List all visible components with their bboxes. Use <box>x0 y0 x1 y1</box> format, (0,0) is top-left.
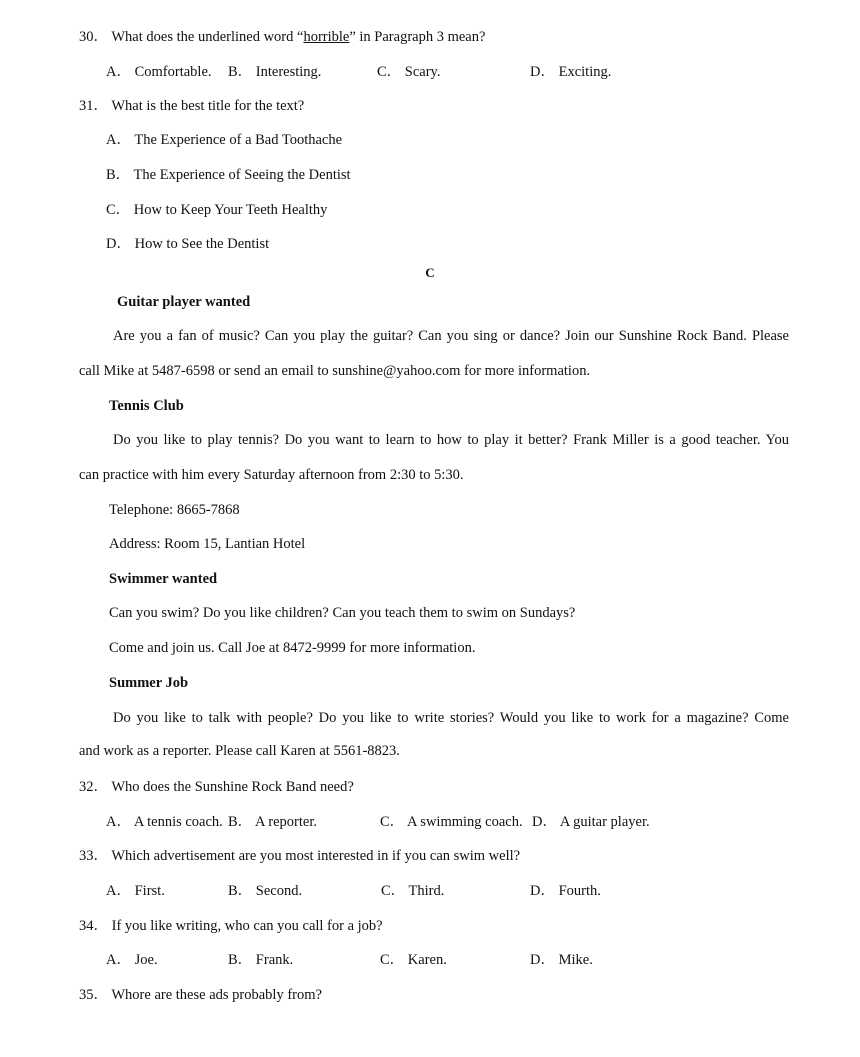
question-number: 30． <box>79 29 108 45</box>
option-b[interactable]: B． Frank. <box>228 952 294 968</box>
question-text: Who does the Sunshine Rock Band need? <box>111 779 354 795</box>
section-label: C <box>425 265 435 280</box>
ad-title-summer: Summer Job <box>109 675 189 691</box>
ad-text-swimmer-2: Come and join us. Call Joe at 8472-9999 for more information. <box>109 640 476 656</box>
option-c[interactable]: C． Karen. <box>380 952 447 968</box>
option-b[interactable]: B． Second. <box>228 883 303 899</box>
option-a[interactable]: A． The Experience of a Bad Toothache <box>106 132 343 148</box>
question-text: What does the underlined word “horrible” in Paragraph 3 mean? <box>111 29 486 45</box>
ad-text-swimmer-1: Can you swim? Do you like children? Can you teach them to swim on Sundays? <box>109 605 576 621</box>
option-b[interactable]: B． Interesting. <box>228 64 322 80</box>
option-d[interactable]: D． How to See the Dentist <box>106 236 270 252</box>
ad-title-swimmer: Swimmer wanted <box>109 571 218 587</box>
option-a[interactable]: A． Joe. <box>106 952 158 968</box>
ad-address-tennis: Address: Room 15, Lantian Hotel <box>109 536 306 552</box>
question-number: 33． <box>79 848 108 864</box>
underlined-word: horrible <box>303 29 350 45</box>
option-c[interactable]: C． Third. <box>381 883 445 899</box>
ad-text-tennis-2: can practice with him every Saturday afternoon from 2:30 to 5:30. <box>79 467 464 483</box>
ad-text-tennis-1: Do you like to play tennis? Do you want to learn to how to play it better? Frank Miller is a good teacher. You <box>113 432 789 448</box>
option-d[interactable]: D． Fourth. <box>530 883 601 899</box>
ad-text-summer-2: and work as a reporter. Please call Karen at 5561-8823. <box>79 743 400 759</box>
option-d[interactable]: D． A guitar player. <box>532 814 650 830</box>
option-b[interactable]: B． The Experience of Seeing the Dentist <box>106 167 351 183</box>
option-a[interactable]: A． Comfortable. <box>106 64 212 80</box>
ad-text-summer-1: Do you like to talk with people? Do you like to write stories? Would you like to work for a magazine? Come <box>113 710 789 726</box>
question-32 <box>79 778 354 796</box>
question-number: 34． <box>79 918 108 934</box>
option-d[interactable]: D． Exciting. <box>530 64 612 80</box>
option-b[interactable]: B． A reporter. <box>228 814 318 830</box>
question-31 <box>79 97 304 115</box>
ad-title-tennis: Tennis Club <box>109 398 184 414</box>
ad-text-guitar-1: Are you a fan of music? Can you play the guitar? Can you sing or dance? Join our Sunshine Rock Band. Please <box>113 328 789 344</box>
ad-text-guitar-2: call Mike at 5487-6598 or send an email to sunshine@yahoo.com for more information. <box>79 363 591 379</box>
option-d[interactable]: D． Mike. <box>530 952 593 968</box>
option-a[interactable]: A． First. <box>106 883 165 899</box>
question-text: Which advertisement are you most interested in if you can swim well? <box>111 848 521 864</box>
question-34 <box>79 917 383 935</box>
option-c[interactable]: C． How to Keep Your Teeth Healthy <box>106 202 328 218</box>
question-number: 32． <box>79 779 108 795</box>
question-35 <box>79 986 322 1004</box>
option-a[interactable]: A． A tennis coach. <box>106 814 223 830</box>
ad-title-guitar: Guitar player wanted <box>117 294 251 310</box>
question-text: Whore are these ads probably from? <box>111 987 322 1003</box>
option-c[interactable]: C． A swimming coach. <box>380 814 523 830</box>
question-number: 35． <box>79 987 108 1003</box>
question-33 <box>79 847 520 865</box>
question-text: If you like writing, who can you call for a job? <box>111 918 383 934</box>
question-text: What is the best title for the text? <box>111 98 305 114</box>
question-30 <box>79 28 485 46</box>
option-c[interactable]: C． Scary. <box>377 64 441 80</box>
ad-telephone-tennis: Telephone: 8665-7868 <box>109 502 240 518</box>
question-number: 31． <box>79 98 108 114</box>
